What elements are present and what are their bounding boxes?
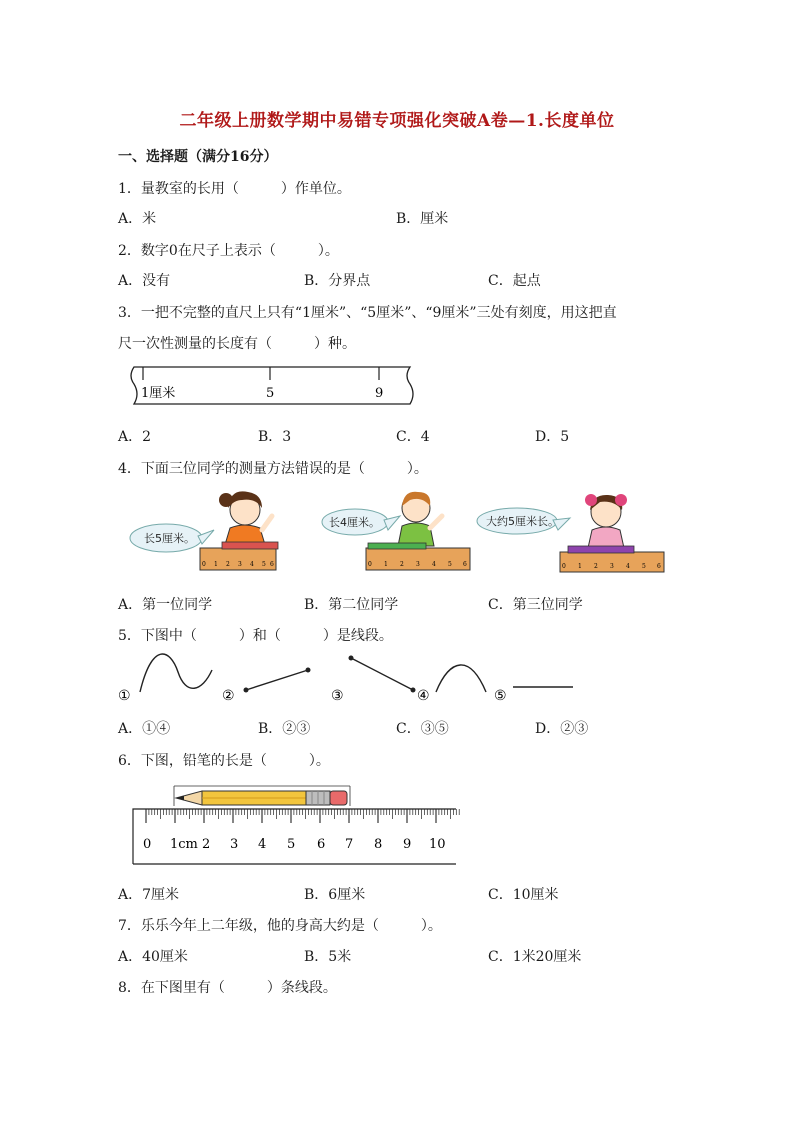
section-heading: 一、选择题（满分16分） <box>118 149 278 165</box>
question-3-stem-line1: 3．一把不完整的直尺上只有“1厘米”、“5厘米”、“9厘米”三处有刻度，用这把直 <box>118 305 617 321</box>
svg-text:1: 1 <box>214 561 218 568</box>
q3-option-a: A．2 <box>118 429 152 445</box>
svg-text:2: 2 <box>400 561 404 568</box>
q4-option-c: C．第三位同学 <box>488 597 583 613</box>
question-6-stem: 6．下图，铅笔的长是（ ）。 <box>118 753 330 769</box>
q4-option-a: A．第一位同学 <box>118 597 213 613</box>
svg-text:1: 1 <box>384 561 388 568</box>
ruler-number-7: 7 <box>345 837 354 852</box>
svg-text:6: 6 <box>657 563 661 570</box>
q7-option-b: B．5米 <box>304 949 352 965</box>
svg-text:4: 4 <box>250 561 254 568</box>
ruler-number-3: 3 <box>230 837 239 852</box>
ruler-number-8: 8 <box>374 837 383 852</box>
question-4-stem: 4．下面三位同学的测量方法错误的是（ ）。 <box>118 461 428 477</box>
svg-text:4: 4 <box>432 561 436 568</box>
figure-label-5: ⑤ <box>494 688 507 704</box>
page-title: 二年级上册数学期中易错专项强化突破A卷—1.长度单位 <box>179 111 615 131</box>
ruler-number-1: 1cm <box>170 837 198 852</box>
students-measuring-figure <box>130 486 670 576</box>
question-8-stem: 8．在下图里有（ ）条线段。 <box>118 980 337 996</box>
figure-label-2: ② <box>222 688 235 704</box>
q5-option-b: B．②③ <box>258 721 311 737</box>
q2-option-b: B．分界点 <box>304 273 371 289</box>
q4-option-b: B．第二位同学 <box>304 597 399 613</box>
line-figures <box>118 652 578 704</box>
svg-text:4: 4 <box>626 563 630 570</box>
q1-option-a: A．米 <box>118 211 157 227</box>
q1-option-b: B．厘米 <box>396 211 449 227</box>
svg-text:5: 5 <box>642 563 646 570</box>
pencil-ruler-figure <box>132 782 462 868</box>
student-3-illustration <box>477 494 664 572</box>
svg-text:3: 3 <box>238 561 242 568</box>
question-7-stem: 7．乐乐今年上二年级，他的身高大约是（ ）。 <box>118 918 442 934</box>
q2-option-c: C．起点 <box>488 273 541 289</box>
student-2-bubble: 长4厘米。 <box>329 516 380 529</box>
q6-option-b: B．6厘米 <box>304 887 366 903</box>
q5-option-c: C．③⑤ <box>396 721 449 737</box>
svg-text:5: 5 <box>448 561 452 568</box>
svg-text:0: 0 <box>562 563 566 570</box>
q6-option-c: C．10厘米 <box>488 887 559 903</box>
ruler-number-0: 0 <box>143 837 152 852</box>
question-5-stem: 5．下图中（ ）和（ ）是线段。 <box>118 628 393 644</box>
q3-option-d: D．5 <box>535 429 570 445</box>
ruler-number-6: 6 <box>317 837 326 852</box>
figure-label-1: ① <box>118 688 131 704</box>
broken-ruler-label-5: 5 <box>266 386 275 401</box>
broken-ruler-figure <box>130 364 415 410</box>
svg-text:3: 3 <box>416 561 420 568</box>
student-1-illustration <box>130 491 278 570</box>
q5-option-a: A．①④ <box>118 721 171 737</box>
svg-text:5: 5 <box>262 561 266 568</box>
svg-text:2: 2 <box>594 563 598 570</box>
broken-ruler-label-9: 9 <box>375 386 384 401</box>
ruler-number-2: 2 <box>202 837 211 852</box>
question-3-stem-line2: 尺一次性测量的长度有（ ）种。 <box>118 336 356 352</box>
ruler-number-9: 9 <box>403 837 412 852</box>
q6-option-a: A．7厘米 <box>118 887 180 903</box>
svg-text:1: 1 <box>578 563 582 570</box>
svg-text:3: 3 <box>610 563 614 570</box>
student-2-illustration <box>322 492 470 570</box>
q3-option-b: B．3 <box>258 429 292 445</box>
svg-text:6: 6 <box>270 561 274 568</box>
q2-option-a: A．没有 <box>118 273 171 289</box>
q7-option-a: A．40厘米 <box>118 949 188 965</box>
svg-text:6: 6 <box>463 561 467 568</box>
question-1-stem: 1．量教室的长用（ ）作单位。 <box>118 181 351 197</box>
student-1-bubble: 长5厘米。 <box>144 532 195 545</box>
q5-option-d: D．②③ <box>535 721 589 737</box>
figure-label-4: ④ <box>417 688 430 704</box>
svg-text:0: 0 <box>202 561 206 568</box>
pencil-illustration <box>176 791 347 805</box>
question-2-stem: 2．数字0在尺子上表示（ ）。 <box>118 243 339 259</box>
figure-label-3: ③ <box>331 688 344 704</box>
q7-option-c: C．1米20厘米 <box>488 949 582 965</box>
ruler-number-5: 5 <box>287 837 296 852</box>
broken-ruler-label-1: 1厘米 <box>141 386 176 401</box>
ruler-number-4: 4 <box>258 837 267 852</box>
svg-text:0: 0 <box>368 561 372 568</box>
student-3-bubble: 大约5厘米长。 <box>486 515 559 528</box>
svg-text:2: 2 <box>226 561 230 568</box>
ruler-number-10: 10 <box>429 837 446 852</box>
q3-option-c: C．4 <box>396 429 430 445</box>
